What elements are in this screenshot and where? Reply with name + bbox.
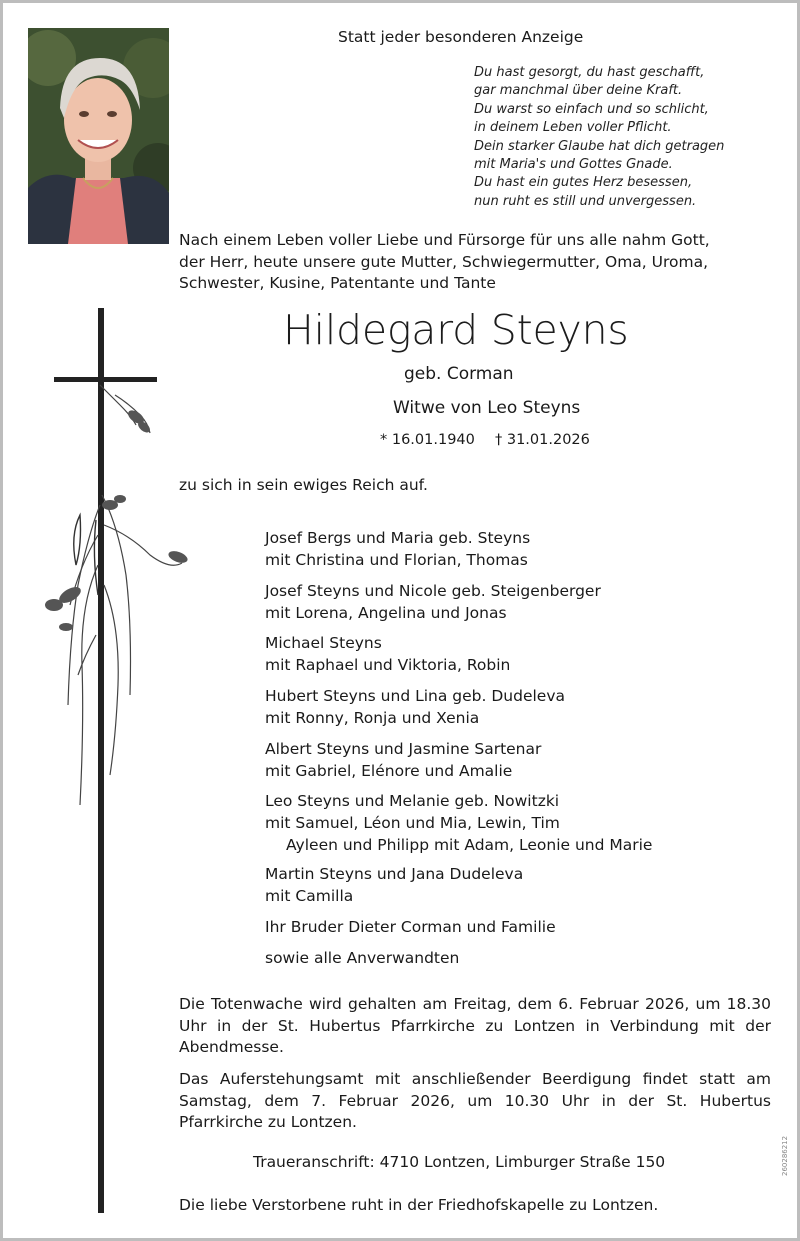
family-line: sowie alle Anverwandten: [265, 949, 460, 967]
intro-line: Nach einem Leben voller Liebe und Fürsorge für uns alle nahm Gott,: [179, 231, 710, 249]
family-line: Leo Steyns und Melanie geb. Nowitzki: [265, 792, 560, 810]
family-line: mit Samuel, Léon und Mia, Lewin, Tim: [265, 814, 560, 832]
family-entry: [265, 685, 565, 729]
mass-info: Das Auferstehungsamt mit anschließender Beerdigung findet statt am Samstag, dem 7. Februar 2026, um 10.30 Uhr in der St. Hubertus Pfarrkirche zu Lontzen.: [179, 1070, 771, 1131]
family-line: mit Christina und Florian, Thomas: [265, 551, 528, 569]
widow-of: Witwe von Leo Steyns: [393, 398, 581, 418]
family-line: Martin Steyns und Jana Dudeleva: [265, 865, 524, 883]
family-line: mit Raphael und Viktoria, Robin: [265, 656, 511, 674]
family-line: mit Gabriel, Elénore und Amalie: [265, 762, 513, 780]
poem-line: gar manchmal über deine Kraft.: [474, 83, 683, 99]
family-line: Josef Bergs und Maria geb. Steyns: [265, 529, 531, 547]
deceased-name: Hildegard Steyns: [283, 306, 629, 354]
poem-line: Du warst so einfach und so schlicht,: [474, 101, 709, 117]
family-entry: [265, 580, 601, 624]
mourning-address: Traueranschrift: 4710 Lontzen, Limburger Straße 150: [253, 1153, 666, 1171]
portrait-photo: [28, 28, 169, 244]
cross-with-grain-icon: [40, 305, 200, 1215]
maiden-name: geb. Corman: [404, 364, 514, 384]
intro-line: der Herr, heute unsere gute Mutter, Schwiegermutter, Oma, Uroma,: [179, 252, 709, 271]
family-line: Michael Steyns: [265, 634, 382, 652]
resting-place: Die liebe Verstorbene ruht in der Friedhofskapelle zu Lontzen.: [179, 1196, 659, 1214]
death-date: † 31.01.2026: [495, 432, 590, 448]
reich-line: zu sich in sein ewiges Reich auf.: [179, 476, 428, 494]
family-line: Hubert Steyns und Lina geb. Dudeleva: [265, 687, 566, 705]
family-line: Ayleen und Philipp mit Adam, Leonie und Marie: [286, 836, 653, 854]
birth-date: * 16.01.1940: [380, 432, 475, 448]
family-entry: [265, 738, 541, 782]
family-line: Albert Steyns und Jasmine Sartenar: [265, 740, 542, 758]
family-entry: [265, 947, 459, 969]
poem-line: Dein starker Glaube hat dich getragen: [474, 138, 725, 154]
intro-text: [179, 230, 710, 295]
family-entry: [265, 916, 556, 938]
family-entry: [265, 790, 652, 856]
family-line: mit Ronny, Ronja und Xenia: [265, 709, 480, 727]
poem-line: Du hast gesorgt, du hast geschafft,: [474, 65, 705, 80]
poem-line: nun ruht es still und unvergessen.: [474, 193, 697, 209]
family-line: mit Camilla: [265, 887, 354, 905]
wake-info: Die Totenwache wird gehalten am Freitag, dem 6. Februar 2026, um 18.30 Uhr in der St. Hubertus Pfarrkirche zu Lontzen in Verbindung mit der Abendmesse.: [179, 995, 771, 1056]
ad-code: 260286212: [781, 1135, 789, 1176]
poem-line: mit Maria's und Gottes Gnade.: [474, 157, 673, 173]
poem: [474, 64, 724, 211]
intro-line: Schwester, Kusine, Patentante und Tante: [179, 274, 496, 292]
family-line: mit Lorena, Angelina und Jonas: [265, 604, 507, 622]
poem-line: Du hast ein gutes Herz besessen,: [474, 175, 693, 191]
family-entry: [265, 863, 523, 907]
notice-header: Statt jeder besonderen Anzeige: [338, 28, 584, 46]
family-line: Josef Steyns und Nicole geb. Steigenberger: [265, 582, 601, 600]
poem-line: in deinem Leben voller Pflicht.: [474, 120, 672, 136]
family-entry: [265, 632, 510, 676]
family-line: Ihr Bruder Dieter Corman und Familie: [265, 918, 556, 936]
family-entry: [265, 527, 530, 571]
